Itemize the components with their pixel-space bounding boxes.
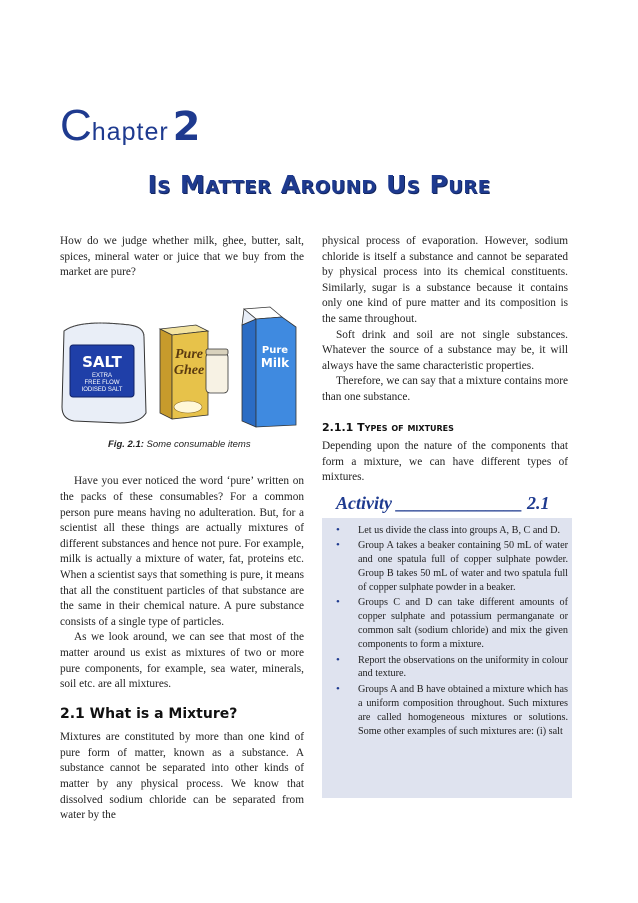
soft-drink-paragraph: Soft drink and soil are not single substances. Whatever the source of a substance may be, it will always have the same characteristic properties.	[322, 328, 568, 372]
chapter-initial: C	[60, 101, 92, 150]
chapter-title: Is Matter Around Us Pure	[147, 170, 491, 199]
salt-brand-text: SALT	[82, 352, 122, 371]
chapter-word: hapter	[91, 118, 169, 146]
bullet-icon: •	[336, 596, 340, 609]
ghee-box	[160, 325, 208, 419]
ghee-line1-text: Pure	[175, 346, 203, 362]
bullet-icon: •	[336, 523, 340, 536]
chapter-heading	[60, 101, 201, 154]
figure-caption-text: Some consumable items	[143, 438, 251, 450]
chapter-number: 2	[172, 104, 201, 150]
activity-item: • Group A takes a beaker containing 50 mL of water and one spatula full of copper sulphate powder. Group B takes 50 mL of water and two spatula full of copper sulphate powder in a beaker.	[336, 539, 568, 593]
consumables-figure	[60, 303, 304, 431]
salt-line1-text: EXTRA	[91, 372, 113, 379]
mixture-definition-paragraph: Mixtures are constituted by more than one kind of pure form of matter, known as a substance. A substance cannot be separated into other kinds of matter by any physical process. We know that dissolved sodium chloride can be separated from water by the	[60, 731, 304, 822]
salt-line3-text: IODISED SALT	[81, 386, 123, 393]
types-intro-paragraph: Depending upon the nature of the components that form a mixture, we can have different types of mixtures.	[322, 440, 568, 484]
bullet-icon: •	[336, 539, 340, 552]
figure-caption-label: Fig. 2.1:	[108, 438, 144, 450]
mixtures-around-paragraph: As we look around, we can see that most of the matter around us exist as mixtures of two or more pure components, for example, sea water, minerals, soil etc. are all mixtures.	[60, 631, 304, 691]
evaporation-paragraph: physical process of evaporation. However, sodium chloride is itself a substance and cannot be separated by physical process into its chemical constituents. Similarly, sugar is a substance because it contains only one kind of pure matter and its composition is the same throughout.	[322, 235, 568, 325]
activity-item: • Let us divide the class into groups A, B, C and D.	[336, 523, 561, 536]
section-heading: 2.1 What is a Mixture?	[60, 705, 238, 722]
milk-line1-text: Pure	[261, 344, 289, 356]
right-column	[322, 234, 568, 798]
intro-question: How do we judge whether milk, ghee, butter, salt, spices, mineral water or juice that we buy from the market are pure?	[60, 235, 304, 279]
activity-item: • Report the observations on the uniformity in colour and texture.	[336, 653, 568, 680]
salt-pack	[62, 323, 146, 423]
activity-title: Activity ______________ 2.1	[336, 492, 550, 513]
pure-definition-paragraph: Have you ever noticed the word ‘pure’ written on the packs of these consumables? For a common person pure means having no adulteration. But, for a scientist all these things are actually mixtures of different substances and hence not pure. For example, milk is actually a mixture of water, fat, proteins etc. When a scientist says that something is pure, it means that all the constituent particles of that substance are the same in their chemical nature. A pure substance consists of a single type of particles.	[60, 475, 304, 628]
activity-box	[322, 518, 572, 798]
activity-item: • Groups A and B have obtained a mixture which has a uniform composition throughout. Such mixtures are called homogeneous mixtures or solutions. Some other examples of such mixtures are: (i) salt	[336, 683, 568, 737]
left-column	[60, 234, 304, 824]
salt-line2-text: FREE FLOW	[84, 379, 120, 386]
consumables-illustration	[60, 303, 304, 431]
activity-item: • Groups C and D can take different amounts of copper sulphate and potassium permanganate or common salt (sodium chloride) and mix the given components to form a mixture.	[336, 596, 568, 650]
bullet-icon: •	[336, 683, 340, 696]
milk-carton	[242, 307, 296, 427]
bullet-icon: •	[336, 653, 340, 666]
conclusion-paragraph: Therefore, we can say that a mixture contains more than one substance.	[322, 375, 568, 403]
milk-line2-text: Milk	[260, 355, 290, 370]
subsection-heading: 2.1.1 Types of mixtures	[322, 420, 454, 434]
figure-caption	[60, 437, 304, 453]
ghee-line2-text: Ghee	[173, 362, 205, 378]
ghee-jar	[206, 349, 228, 393]
